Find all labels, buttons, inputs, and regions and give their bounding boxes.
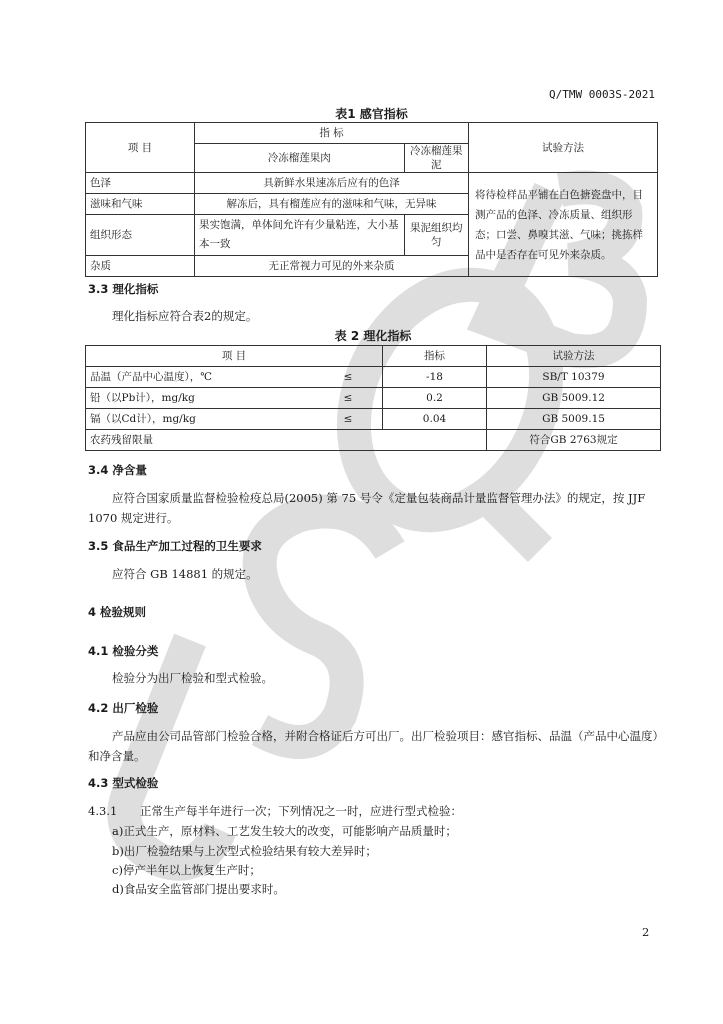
sensory-table xyxy=(85,122,658,277)
t1-row-value: 解冻后，具有榴莲应有的滋味和气味，无异味 xyxy=(195,194,469,215)
watermark xyxy=(70,170,670,890)
t2-row-method: GB 5009.15 xyxy=(487,409,661,430)
section-4-1-heading: 4.1 检验分类 xyxy=(88,644,159,658)
section-3-4-heading: 3.4 净含量 xyxy=(88,463,147,477)
t2-row-value: 0.2 xyxy=(383,388,487,409)
t1-row-value: 具新鲜水果速冻后应有的色泽 xyxy=(195,173,469,194)
t2-row-item: 铅（以Pb计），mg/kg xyxy=(86,388,315,409)
t2-head-index: 指标 xyxy=(383,346,487,367)
section-4-3-1-text: 正常生产每半年进行一次；下列情况之一时，应进行型式检验： xyxy=(140,804,462,818)
t1-head-col2: 冷冻榴莲果泥 xyxy=(404,144,468,173)
t2-last-value: 符合GB 2763规定 xyxy=(487,430,661,451)
table2-caption: 表 2 理化指标 xyxy=(334,329,412,343)
section-4-1-text: 检验分为出厂检验和型式检验。 xyxy=(112,671,273,685)
t2-row-sym: ≤ xyxy=(314,388,383,409)
t2-row-item: 镉（以Cd计），mg/kg xyxy=(86,409,315,430)
t1-head-method: 试验方法 xyxy=(469,123,658,173)
list-item: a)正式生产，原材料、工艺发生较大的改变，可能影响产品质量时； xyxy=(112,824,457,838)
section-4-3-1-number: 4.3.1 xyxy=(88,804,118,818)
section-4-3-heading: 4.3 型式检验 xyxy=(88,776,159,790)
list-item: c)停产半年以上恢复生产时； xyxy=(112,863,261,877)
t1-head-index: 指 标 xyxy=(195,123,469,144)
t1-row-col1: 果实饱满，单体间允许有少量粘连，大小基本一致 xyxy=(195,215,405,256)
t1-row-item: 组织形态 xyxy=(86,215,195,256)
t1-row-value: 无正常视力可见的外来杂质 xyxy=(195,256,469,277)
t1-method-text: 将待检样品平铺在白色搪瓷盘中，目测产品的色泽、冷冻质量、组织形态；口尝、鼻嗅其滋、气味；挑拣样品中是否存在可见外来杂质。 xyxy=(469,173,658,277)
t1-head-item: 项 目 xyxy=(86,123,195,173)
physchem-table xyxy=(85,345,661,451)
t2-row-method: GB 5009.12 xyxy=(487,388,661,409)
standard-number: Q/TMW 0003S-2021 xyxy=(549,88,655,101)
t2-row-method: SB/T 10379 xyxy=(487,367,661,388)
section-3-5-heading: 3.5 食品生产加工过程的卫生要求 xyxy=(88,539,262,553)
section-4-2-heading: 4.2 出厂检验 xyxy=(88,701,159,715)
t1-row-item: 杂质 xyxy=(86,256,195,277)
t2-row-value: 0.04 xyxy=(383,409,487,430)
page-number: 2 xyxy=(642,925,650,939)
t1-row-item: 滋味和气味 xyxy=(86,194,195,215)
section-3-4-text: 应符合国家质量监督检验检疫总局(2005) 第 75 号令《定量包装商品计量监督管理办法》的规定，按 JJF 1070 规定进行。 xyxy=(88,491,646,525)
t2-head-method: 试验方法 xyxy=(487,346,661,367)
list-item: b)出厂检验结果与上次型式检验结果有较大差异时； xyxy=(112,844,377,858)
section-3-3-heading: 3.3 理化指标 xyxy=(88,282,159,296)
t2-last-item: 农药残留限量 xyxy=(86,430,487,451)
section-3-3-text: 理化指标应符合表2的规定。 xyxy=(112,309,258,323)
section-4-heading: 4 检验规则 xyxy=(88,605,147,619)
t1-row-col2: 果泥组织均匀 xyxy=(404,215,468,256)
t2-row-sym: ≤ xyxy=(314,409,383,430)
t2-row-value: -18 xyxy=(383,367,487,388)
t1-row-item: 色泽 xyxy=(86,173,195,194)
t2-row-sym: ≤ xyxy=(314,367,383,388)
section-4-2-text: 产品应由公司品管部门检验合格，并附合格证后方可出厂。出厂检验项目：感官指标、品温（产品中心温度）和净含量。 xyxy=(88,729,659,763)
t1-head-col1: 冷冻榴莲果肉 xyxy=(195,144,405,173)
list-item: d)食品安全监管部门提出要求时。 xyxy=(112,882,285,896)
section-3-5-text: 应符合 GB 14881 的规定。 xyxy=(112,567,258,581)
t2-head-item: 项 目 xyxy=(86,346,383,367)
table1-caption: 表1 感官指标 xyxy=(335,107,408,121)
t2-row-item: 品温（产品中心温度），℃ xyxy=(86,367,315,388)
